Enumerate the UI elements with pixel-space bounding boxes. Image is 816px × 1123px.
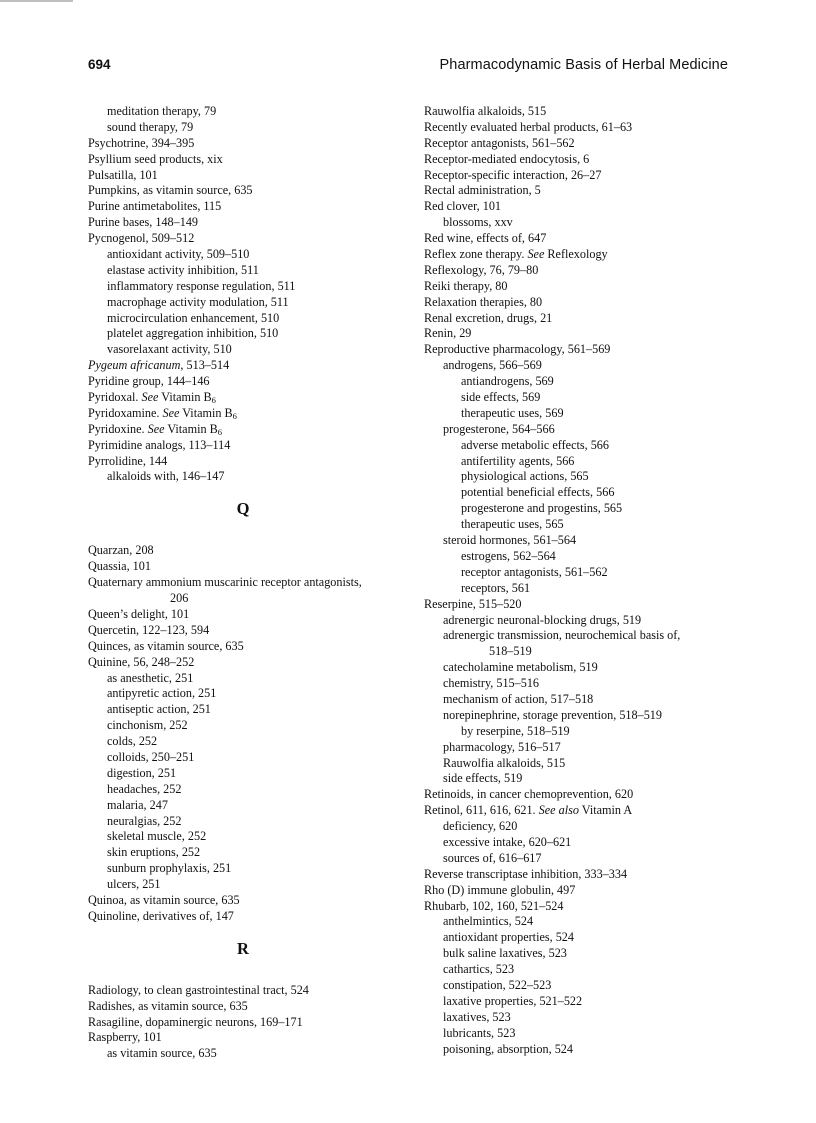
entry-term: Reflex zone therapy. [424, 247, 525, 262]
subscript: 6 [211, 395, 216, 406]
index-entry: Psychotrine, 394–395 [88, 135, 195, 150]
index-entry: Radiology, to clean gastrointestinal tract, 524 [88, 982, 309, 997]
index-subentry: bulk saline laxatives, 523 [443, 946, 567, 961]
index-entry: Radishes, as vitamin source, 635 [88, 998, 248, 1013]
index-entry: Receptor-mediated endocytosis, 6 [424, 151, 590, 166]
entry-term: Pyridoxamine. [88, 405, 160, 420]
index-entry: Quinces, as vitamin source, 635 [88, 638, 244, 653]
index-entry: Quinoa, as vitamin source, 635 [88, 892, 240, 907]
index-subentry: inflammatory response regulation, 511 [107, 278, 296, 293]
index-entry [88, 390, 398, 406]
index-subentry: Rauwolfia alkaloids, 515 [443, 755, 566, 770]
index-entry: Reproductive pharmacology, 561–569 [424, 342, 611, 357]
index-subentry: adrenergic transmission, neurochemical basis of, [443, 628, 681, 643]
index-entry: Reflexology, 76, 79–80 [424, 262, 539, 277]
index-subentry: chemistry, 515–516 [443, 676, 540, 691]
index-entry [88, 358, 398, 374]
index-subentry: cathartics, 523 [443, 962, 515, 977]
index-subentry: cinchonism, 252 [107, 718, 188, 733]
index-entry [424, 247, 744, 263]
index-subsubentry: by reserpine, 518–519 [461, 723, 570, 738]
index-subentry: as vitamin source, 635 [107, 1046, 217, 1061]
index-subentry: laxatives, 523 [443, 1009, 511, 1024]
index-subentry: lubricants, 523 [443, 1025, 516, 1040]
cross-reference: Reflexology [547, 247, 608, 262]
section-letter: Q [236, 499, 250, 519]
entry-term: Retinol, 611, 616, 621. [424, 803, 536, 818]
index-entry: Rasagiline, dopaminergic neurons, 169–171 [88, 1014, 303, 1029]
index-entry: Quaternary ammonium muscarinic receptor antagonists, [88, 575, 362, 590]
index-entry: Pumpkins, as vitamin source, 635 [88, 183, 253, 198]
index-subentry: constipation, 522–523 [443, 977, 552, 992]
index-subentry: sunburn prophylaxis, 251 [107, 861, 232, 876]
index-subentry: macrophage activity modulation, 511 [107, 294, 289, 309]
page-number: 694 [88, 57, 111, 72]
index-subentry: meditation therapy, 79 [107, 104, 217, 118]
index-entry: Renal excretion, drugs, 21 [424, 310, 553, 325]
index-entry: Quassia, 101 [88, 559, 151, 574]
index-entry: Purine antimetabolites, 115 [88, 199, 222, 214]
index-subentry: laxative properties, 521–522 [443, 993, 583, 1008]
index-entry: Red wine, effects of, 647 [424, 231, 547, 246]
index-entry: Quinine, 56, 248–252 [88, 654, 195, 669]
entry-term-italic: Pygeum africanum, [88, 358, 184, 373]
index-subentry: colloids, 250–251 [107, 749, 195, 764]
index-subentry: colds, 252 [107, 734, 158, 749]
see-reference: See [527, 247, 545, 262]
index-subentry: mechanism of action, 517–518 [443, 691, 594, 706]
index-entry: Receptor-specific interaction, 26–27 [424, 167, 602, 182]
index-entry [424, 803, 744, 819]
subscript: 6 [217, 426, 222, 437]
index-entry: Quarzan, 208 [88, 543, 154, 558]
index-subentry: norepinephrine, storage prevention, 518–519 [443, 707, 662, 722]
index-entry: Red clover, 101 [424, 199, 502, 214]
index-continuation: 518–519 [489, 644, 532, 659]
index-entry: Reiki therapy, 80 [424, 278, 508, 293]
index-subentry: excessive intake, 620–621 [443, 834, 572, 849]
index-entry: Pycnogenol, 509–512 [88, 231, 195, 246]
index-subentry: elastase activity inhibition, 511 [107, 262, 259, 277]
index-subsubentry: antifertility agents, 566 [461, 453, 575, 468]
entry-pages: 513–514 [186, 358, 230, 373]
index-entry: Purine bases, 148–149 [88, 215, 199, 230]
index-subentry: pharmacology, 516–517 [443, 739, 561, 754]
index-subentry: sound therapy, 79 [107, 119, 194, 134]
index-subentry: skeletal muscle, 252 [107, 829, 207, 844]
index-subentry: as anesthetic, 251 [107, 670, 194, 685]
index-entry: Pyrrolidine, 144 [88, 453, 168, 468]
corner-rule [0, 0, 73, 2]
section-heading-r [88, 925, 398, 983]
index-subentry: digestion, 251 [107, 765, 177, 780]
index-subentry: adrenergic neuronal-blocking drugs, 519 [443, 612, 642, 627]
index-subentry: platelet aggregation inhibition, 510 [107, 326, 279, 341]
index-subentry: androgens, 566–569 [443, 358, 542, 373]
index-subsubentry: progesterone and progestins, 565 [461, 501, 623, 516]
index-entry: Receptor antagonists, 561–562 [424, 135, 575, 150]
index-subentry: sources of, 616–617 [443, 850, 542, 865]
index-subentry: catecholamine metabolism, 519 [443, 660, 598, 675]
index-entry: Quercetin, 122–123, 594 [88, 622, 210, 637]
index-subentry: microcirculation enhancement, 510 [107, 310, 280, 325]
index-subentry: neuralgias, 252 [107, 813, 182, 828]
index-continuation: 206 [170, 591, 189, 606]
index-subsubentry: antiandrogens, 569 [461, 374, 554, 389]
index-subsubentry: physiological actions, 565 [461, 469, 589, 484]
index-subsubentry: therapeutic uses, 569 [461, 405, 564, 420]
index-subentry: anthelmintics, 524 [443, 914, 534, 929]
index-subentry: vasorelaxant activity, 510 [107, 342, 232, 357]
cross-reference: Vitamin B [167, 421, 218, 436]
index-subentry: skin eruptions, 252 [107, 845, 201, 860]
index-entry: Rectal administration, 5 [424, 183, 541, 198]
index-subentry: headaches, 252 [107, 781, 182, 796]
index-entry [88, 406, 398, 422]
see-reference: See [141, 390, 159, 405]
index-subentry: deficiency, 620 [443, 819, 518, 834]
index-entry: Rhubarb, 102, 160, 521–524 [424, 898, 564, 913]
index-entry: Rho (D) immune globulin, 497 [424, 882, 576, 897]
index-subsubentry: receptors, 561 [461, 580, 531, 595]
entry-term: Pyridoxal. [88, 390, 139, 405]
index-entry: Raspberry, 101 [88, 1030, 162, 1045]
index-entry: Rauwolfia alkaloids, 515 [424, 104, 547, 118]
index-entry: Reverse transcriptase inhibition, 333–334 [424, 866, 628, 881]
index-subsubentry: receptor antagonists, 561–562 [461, 564, 608, 579]
index-entry: Pyridine group, 144–146 [88, 374, 210, 389]
entry-term: Pyridoxine. [88, 421, 145, 436]
index-subentry: poisoning, absorption, 524 [443, 1041, 573, 1056]
index-subentry: antioxidant properties, 524 [443, 930, 574, 945]
index-subentry: antipyretic action, 251 [107, 686, 217, 701]
index-column-left [88, 104, 398, 1062]
index-entry: Renin, 29 [424, 326, 472, 341]
index-entry: Pyrimidine analogs, 113–114 [88, 437, 231, 452]
running-head: Pharmacodynamic Basis of Herbal Medicine [439, 57, 728, 73]
index-subentry: malaria, 247 [107, 797, 168, 812]
index-subentry: alkaloids with, 146–147 [107, 469, 225, 484]
index-subsubentry: estrogens, 562–564 [461, 548, 556, 563]
index-subsubentry: potential beneficial effects, 566 [461, 485, 615, 500]
index-entry: Psyllium seed products, xix [88, 151, 223, 166]
subscript: 6 [232, 410, 237, 421]
index-entry: Relaxation therapies, 80 [424, 294, 543, 309]
index-subentry: antiseptic action, 251 [107, 702, 211, 717]
index-subsubentry: side effects, 569 [461, 390, 541, 405]
index-subentry: side effects, 519 [443, 771, 523, 786]
index-column-right [424, 104, 744, 1057]
cross-reference: Vitamin A [581, 803, 633, 818]
index-entry [88, 422, 398, 438]
index-subentry: progesterone, 564–566 [443, 421, 555, 436]
index-entry: Reserpine, 515–520 [424, 596, 522, 611]
index-entry: Queen’s delight, 101 [88, 606, 190, 621]
index-subentry: ulcers, 251 [107, 877, 161, 892]
section-letter: R [237, 938, 249, 958]
index-subentry: steroid hormones, 561–564 [443, 533, 577, 548]
see-reference: See [162, 405, 180, 420]
index-entry: Quinoline, derivatives of, 147 [88, 908, 234, 923]
section-heading-q [88, 485, 398, 543]
index-subsubentry: adverse metabolic effects, 566 [461, 437, 609, 452]
index-entry: Pulsatilla, 101 [88, 167, 158, 182]
see-also-reference: See also [538, 803, 579, 818]
cross-reference: Vitamin B [182, 405, 233, 420]
index-subentry: blossoms, xxv [443, 215, 513, 230]
index-entry: Recently evaluated herbal products, 61–63 [424, 119, 633, 134]
index-entry: Retinoids, in cancer chemoprevention, 620 [424, 787, 634, 802]
see-reference: See [147, 421, 165, 436]
page-header [88, 57, 728, 77]
index-subentry: antioxidant activity, 509–510 [107, 247, 250, 262]
cross-reference: Vitamin B [161, 390, 212, 405]
index-subsubentry: therapeutic uses, 565 [461, 517, 564, 532]
